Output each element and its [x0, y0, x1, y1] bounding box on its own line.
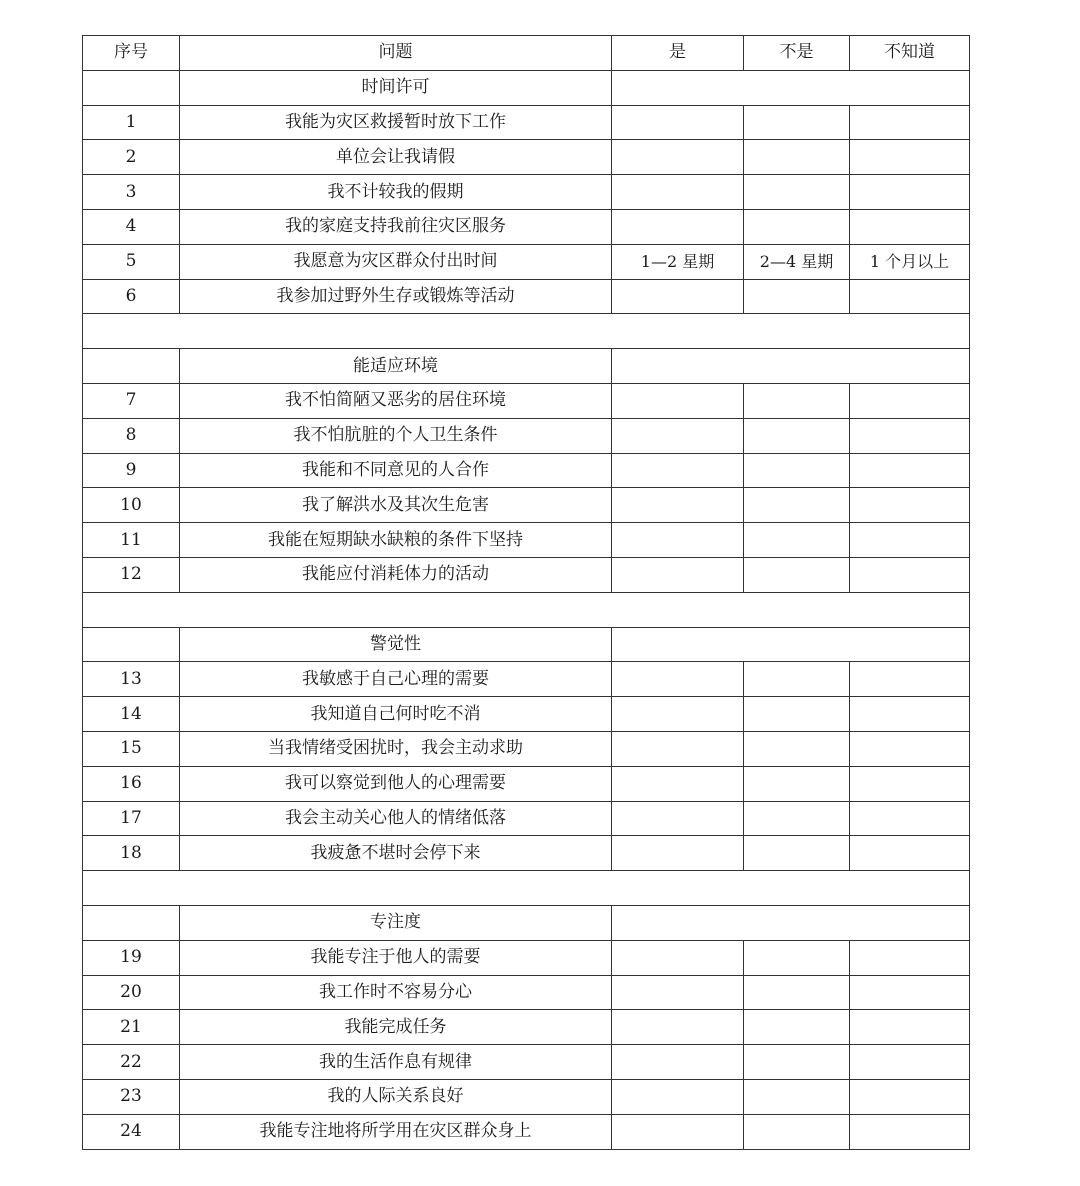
question-number: 17	[83, 801, 180, 836]
question-text: 我不怕肮脏的个人卫生条件	[180, 418, 612, 453]
question-row	[83, 557, 970, 592]
answer-unknown-cell[interactable]	[850, 766, 970, 801]
question-number: 7	[83, 383, 180, 418]
answer-no-cell[interactable]	[744, 383, 850, 418]
section-spacer-row	[83, 592, 970, 627]
question-row	[83, 140, 970, 175]
answer-no-cell[interactable]	[744, 940, 850, 975]
question-text: 我能为灾区救援暂时放下工作	[180, 105, 612, 140]
answer-no-cell[interactable]	[744, 697, 850, 732]
section-spacer-row	[83, 314, 970, 349]
answer-unknown-cell[interactable]	[850, 975, 970, 1010]
question-row	[83, 1045, 970, 1080]
question-text: 我的家庭支持我前往灾区服务	[180, 209, 612, 244]
answer-unknown-cell[interactable]	[850, 418, 970, 453]
question-text: 我可以察觉到他人的心理需要	[180, 766, 612, 801]
question-text: 我工作时不容易分心	[180, 975, 612, 1010]
answer-unknown-cell[interactable]	[850, 209, 970, 244]
question-number: 23	[83, 1079, 180, 1114]
answer-no-cell[interactable]	[744, 175, 850, 210]
question-row	[83, 279, 970, 314]
answer-yes-cell[interactable]	[612, 523, 744, 558]
section-answer-cell	[612, 349, 970, 384]
header-question: 问题	[180, 36, 612, 71]
question-row	[83, 209, 970, 244]
answer-unknown-cell[interactable]	[850, 523, 970, 558]
answer-no-cell[interactable]	[744, 801, 850, 836]
answer-unknown-cell[interactable]	[850, 1114, 970, 1149]
question-row	[83, 105, 970, 140]
question-number: 9	[83, 453, 180, 488]
spacer-cell	[83, 871, 970, 906]
answer-yes-cell[interactable]	[612, 488, 744, 523]
answer-no-cell[interactable]	[744, 1045, 850, 1080]
question-number: 16	[83, 766, 180, 801]
duration-option-3[interactable]: 1 个月以上	[850, 244, 970, 279]
question-row	[83, 801, 970, 836]
section-answer-cell	[612, 627, 970, 662]
answer-yes-cell[interactable]	[612, 731, 744, 766]
answer-unknown-cell[interactable]	[850, 488, 970, 523]
question-number: 10	[83, 488, 180, 523]
header-index: 序号	[83, 36, 180, 71]
question-number: 6	[83, 279, 180, 314]
answer-yes-cell[interactable]	[612, 940, 744, 975]
question-text: 我不怕简陋又恶劣的居住环境	[180, 383, 612, 418]
question-number: 22	[83, 1045, 180, 1080]
question-text: 我敏感于自己心理的需要	[180, 662, 612, 697]
question-text: 我能完成任务	[180, 1010, 612, 1045]
question-number: 5	[83, 244, 180, 279]
section-title: 能适应环境	[180, 349, 612, 384]
answer-yes-cell[interactable]	[612, 836, 744, 871]
question-row	[83, 244, 970, 279]
answer-unknown-cell[interactable]	[850, 557, 970, 592]
question-text: 我了解洪水及其次生危害	[180, 488, 612, 523]
question-number: 12	[83, 557, 180, 592]
question-number: 21	[83, 1010, 180, 1045]
question-row	[83, 175, 970, 210]
answer-no-cell[interactable]	[744, 105, 850, 140]
header-row	[83, 36, 970, 71]
answer-unknown-cell[interactable]	[850, 279, 970, 314]
answer-no-cell[interactable]	[744, 523, 850, 558]
section-index-cell	[83, 627, 180, 662]
answer-unknown-cell[interactable]	[850, 1045, 970, 1080]
answer-no-cell[interactable]	[744, 1010, 850, 1045]
question-row	[83, 523, 970, 558]
answer-yes-cell[interactable]	[612, 975, 744, 1010]
answer-unknown-cell[interactable]	[850, 662, 970, 697]
question-number: 1	[83, 105, 180, 140]
answer-no-cell[interactable]	[744, 488, 850, 523]
question-number: 15	[83, 731, 180, 766]
section-title-row	[83, 70, 970, 105]
duration-option-2[interactable]: 2—4 星期	[744, 244, 850, 279]
question-text: 当我情绪受困扰时，我会主动求助	[180, 731, 612, 766]
answer-yes-cell[interactable]	[612, 1079, 744, 1114]
section-index-cell	[83, 905, 180, 940]
answer-unknown-cell[interactable]	[850, 836, 970, 871]
answer-yes-cell[interactable]	[612, 383, 744, 418]
header-unknown: 不知道	[850, 36, 970, 71]
question-row	[83, 383, 970, 418]
answer-yes-cell[interactable]	[612, 766, 744, 801]
question-number: 20	[83, 975, 180, 1010]
answer-yes-cell[interactable]	[612, 662, 744, 697]
header-yes: 是	[612, 36, 744, 71]
spacer-cell	[83, 314, 970, 349]
question-number: 8	[83, 418, 180, 453]
question-number: 13	[83, 662, 180, 697]
question-row	[83, 453, 970, 488]
question-number: 3	[83, 175, 180, 210]
answer-no-cell[interactable]	[744, 975, 850, 1010]
question-row	[83, 1010, 970, 1045]
answer-no-cell[interactable]	[744, 662, 850, 697]
question-text: 我参加过野外生存或锻炼等活动	[180, 279, 612, 314]
question-text: 我能专注地将所学用在灾区群众身上	[180, 1114, 612, 1149]
answer-unknown-cell[interactable]	[850, 940, 970, 975]
questionnaire-body	[83, 36, 970, 1150]
answer-yes-cell[interactable]	[612, 105, 744, 140]
answer-unknown-cell[interactable]	[850, 140, 970, 175]
answer-yes-cell[interactable]	[612, 801, 744, 836]
section-index-cell	[83, 70, 180, 105]
question-text: 我愿意为灾区群众付出时间	[180, 244, 612, 279]
section-answer-cell	[612, 905, 970, 940]
answer-no-cell[interactable]	[744, 766, 850, 801]
section-title-row	[83, 905, 970, 940]
answer-yes-cell[interactable]	[612, 1010, 744, 1045]
question-row	[83, 975, 970, 1010]
section-answer-cell	[612, 70, 970, 105]
answer-unknown-cell[interactable]	[850, 731, 970, 766]
question-row	[83, 940, 970, 975]
question-text: 我能在短期缺水缺粮的条件下坚持	[180, 523, 612, 558]
question-text: 我疲惫不堪时会停下来	[180, 836, 612, 871]
answer-no-cell[interactable]	[744, 209, 850, 244]
section-index-cell	[83, 349, 180, 384]
answer-yes-cell[interactable]	[612, 557, 744, 592]
question-number: 11	[83, 523, 180, 558]
question-row	[83, 418, 970, 453]
answer-yes-cell[interactable]	[612, 418, 744, 453]
answer-no-cell[interactable]	[744, 279, 850, 314]
answer-yes-cell[interactable]	[612, 175, 744, 210]
section-title-row	[83, 627, 970, 662]
answer-yes-cell[interactable]	[612, 1114, 744, 1149]
question-number: 14	[83, 697, 180, 732]
header-no: 不是	[744, 36, 850, 71]
answer-unknown-cell[interactable]	[850, 1079, 970, 1114]
question-row	[83, 1114, 970, 1149]
question-row	[83, 697, 970, 732]
question-text: 我会主动关心他人的情绪低落	[180, 801, 612, 836]
answer-unknown-cell[interactable]	[850, 105, 970, 140]
answer-yes-cell[interactable]	[612, 697, 744, 732]
question-row	[83, 731, 970, 766]
question-number: 19	[83, 940, 180, 975]
question-text: 我不计较我的假期	[180, 175, 612, 210]
answer-unknown-cell[interactable]	[850, 383, 970, 418]
question-text: 单位会让我请假	[180, 140, 612, 175]
question-number: 4	[83, 209, 180, 244]
answer-no-cell[interactable]	[744, 140, 850, 175]
answer-no-cell[interactable]	[744, 1079, 850, 1114]
answer-yes-cell[interactable]	[612, 453, 744, 488]
question-number: 18	[83, 836, 180, 871]
answer-no-cell[interactable]	[744, 731, 850, 766]
question-text: 我能应付消耗体力的活动	[180, 557, 612, 592]
answer-yes-cell[interactable]	[612, 140, 744, 175]
question-row	[83, 488, 970, 523]
answer-unknown-cell[interactable]	[850, 453, 970, 488]
questionnaire-table	[82, 35, 970, 1150]
answer-no-cell[interactable]	[744, 836, 850, 871]
spacer-cell	[83, 592, 970, 627]
question-text: 我能和不同意见的人合作	[180, 453, 612, 488]
answer-unknown-cell[interactable]	[850, 697, 970, 732]
answer-no-cell[interactable]	[744, 453, 850, 488]
section-spacer-row	[83, 871, 970, 906]
question-text: 我的生活作息有规律	[180, 1045, 612, 1080]
answer-yes-cell[interactable]	[612, 1045, 744, 1080]
answer-no-cell[interactable]	[744, 418, 850, 453]
section-title: 警觉性	[180, 627, 612, 662]
section-title: 时间许可	[180, 70, 612, 105]
question-row	[83, 766, 970, 801]
answer-no-cell[interactable]	[744, 1114, 850, 1149]
answer-yes-cell[interactable]	[612, 209, 744, 244]
answer-no-cell[interactable]	[744, 557, 850, 592]
question-row	[83, 836, 970, 871]
answer-unknown-cell[interactable]	[850, 1010, 970, 1045]
section-title-row	[83, 349, 970, 384]
question-text: 我知道自己何时吃不消	[180, 697, 612, 732]
section-title: 专注度	[180, 905, 612, 940]
answer-unknown-cell[interactable]	[850, 175, 970, 210]
duration-option-1[interactable]: 1—2 星期	[612, 244, 744, 279]
question-number: 2	[83, 140, 180, 175]
answer-unknown-cell[interactable]	[850, 801, 970, 836]
question-row	[83, 1079, 970, 1114]
question-row	[83, 662, 970, 697]
answer-yes-cell[interactable]	[612, 279, 744, 314]
question-number: 24	[83, 1114, 180, 1149]
question-text: 我能专注于他人的需要	[180, 940, 612, 975]
question-text: 我的人际关系良好	[180, 1079, 612, 1114]
